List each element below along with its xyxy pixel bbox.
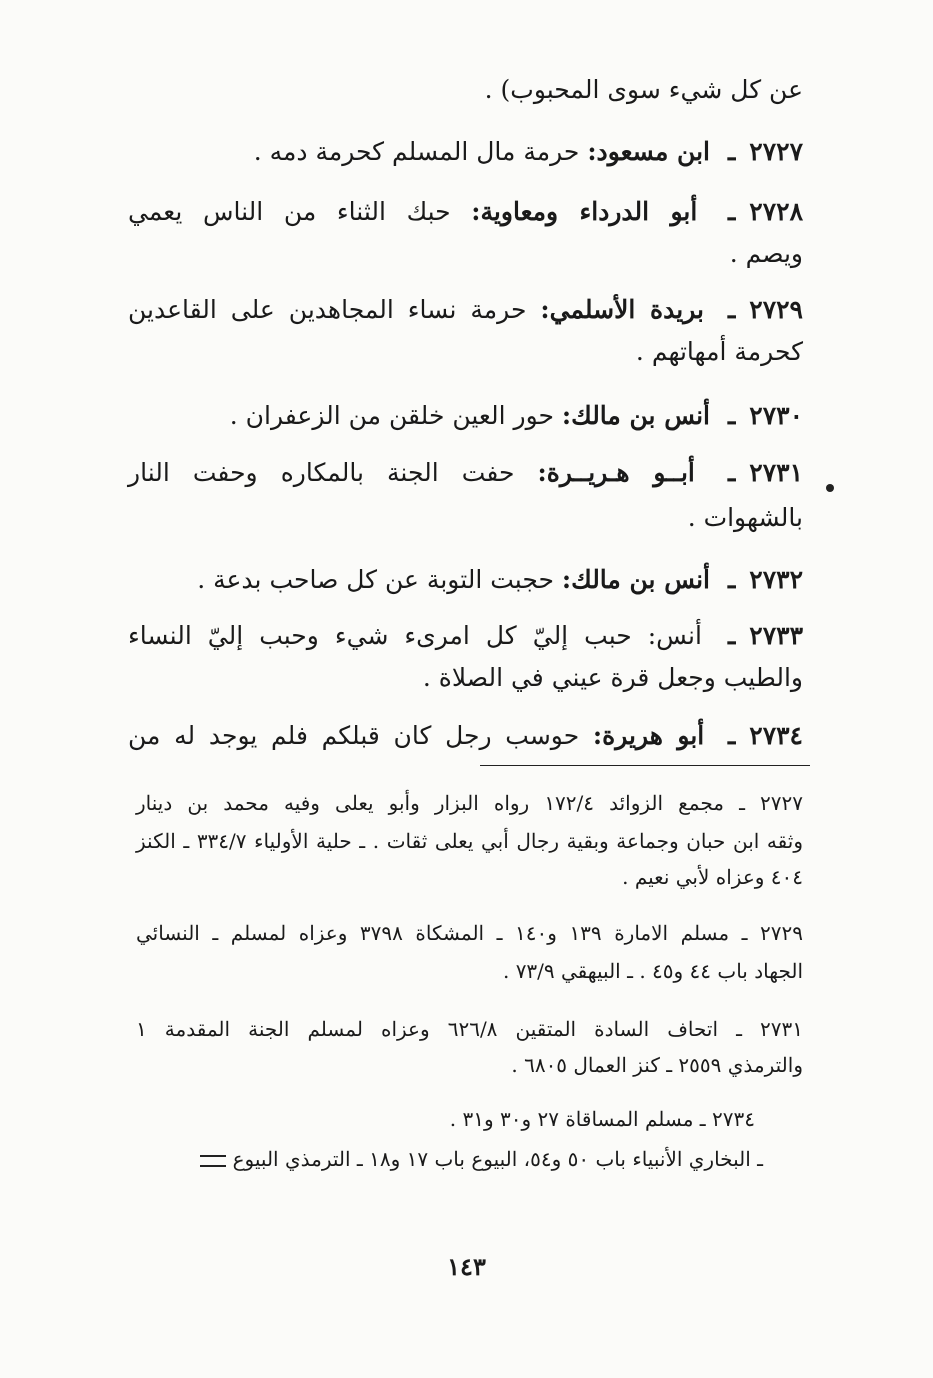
entry-number: ٢٧٣١ [749, 458, 803, 487]
footnote-2727-line2 [136, 826, 803, 856]
entry-2734: ٢٧٣٤ـ أبو هريرة: حوسب رجل كان قبلكم فلم يوجد له من [128, 721, 803, 750]
entry-text-cont: والطيب وجعل قرة عيني في الصلاة . [422, 663, 803, 692]
entry-2729: ٢٧٢٩ـ بريدة الأسلمي: حرمة نساء المجاهدين على القاعدين [128, 295, 803, 324]
footnote-text: ـ البخاري الأنبياء باب ٥٠ و٥٤، البيوع باب ١٧ و١٨ ـ الترمذي البيوع [232, 1147, 763, 1171]
entry-number: ٢٧٢٩ [749, 295, 803, 324]
entry-text: حرمة مال المسلم كحرمة دمه . [253, 137, 580, 166]
footnote-text: ٢٧٢٩ ـ مسلم الامارة ١٣٩ و١٤٠ ـ المشكاة ٣٧٩٨ وعزاه لمسلم ـ النسائي [136, 921, 803, 945]
entry-number: ٢٧٢٧ [749, 137, 803, 166]
footnote-text: والترمذي ٢٥٥٩ ـ كنز العمال ٦٨٠٥ . [511, 1053, 803, 1077]
entry-2730: ٢٧٣٠ـ أنس بن مالك: حور العين خلقن من الزعفران . [229, 401, 803, 430]
entry-text: حبب إليّ كل امرىء شيء وحبب إليّ النساء [128, 621, 632, 650]
narrator-name: أبو الدرداء ومعاوية: [471, 197, 698, 226]
footnote-text: ٢٧٣١ ـ اتحاف السادة المتقين ٦٢٦/٨ وعزاه لمسلم الجنة المقدمة ١ [136, 1017, 803, 1041]
entry-2728: ٢٧٢٨ـ أبو الدرداء ومعاوية: حبك الثناء من الناس يعمي [128, 197, 804, 226]
entry-text-cont: كحرمة أمهاتهم . [635, 337, 803, 366]
footnote-text: ٢٧٣٤ ـ مسلم المساقاة ٢٧ و٣٠ و٣١ . [449, 1107, 755, 1131]
narrator-name: أبــو هـريــرة: [537, 458, 695, 487]
intro-line [485, 72, 803, 108]
footnote-2729-line1 [136, 918, 803, 948]
footnote-2731-line2 [511, 1050, 803, 1080]
footnote-text: الجهاد باب ٤٤ و٤٥ . ـ البيهقي ٧٣/٩ . [502, 959, 803, 983]
intro-text: عن كل شيء سوى المحبوب) . [484, 75, 803, 104]
entry-number: ٢٧٣٣ [749, 621, 804, 650]
entry-number: ٢٧٢٨ [749, 197, 804, 226]
entry-text: حوسب رجل كان قبلكم فلم يوجد له من [128, 721, 580, 750]
footnote-separator [480, 765, 810, 766]
entry-text-cont: بالشهوات . [687, 503, 803, 532]
footnote-text: وثقه ابن حبان وجماعة وبقية رجال أبي يعلى ثقات . ـ حلية الأولياء ٣٣٤/٧ ـ الكنز [136, 829, 803, 853]
footnote-2727-line1 [136, 788, 803, 818]
footnote-2731-line1 [136, 1014, 803, 1044]
narrator-name: أنس بن مالك: [561, 565, 710, 594]
entry-text: حفت الجنة بالمكاره وحفت النار [128, 458, 515, 487]
entry-2733-cont [423, 660, 803, 696]
page-number: ١٤٣ [447, 1252, 486, 1281]
entry-text: حجبت التوبة عن كل صاحب بدعة . [197, 565, 554, 594]
continuation-mark [200, 1155, 226, 1167]
entry-2727: ٢٧٢٧ـ ابن مسعود: حرمة مال المسلم كحرمة دمه . [253, 137, 803, 166]
footnote-text: ٤٠٤ وعزاه لأبي نعيم . [622, 865, 803, 889]
narrator-name: ابن مسعود: [587, 137, 710, 166]
entry-2733: ٢٧٣٣ـ أنس: حبب إليّ كل امرىء شيء وحبب إليّ النساء [128, 621, 804, 650]
entry-text-cont: ويصم . [729, 239, 803, 268]
entry-text: حرمة نساء المجاهدين على القاعدين [128, 295, 527, 324]
entry-2731: ٢٧٣١ـ أبــو هـريــرة: حفت الجنة بالمكاره وحفت النار [128, 458, 803, 487]
margin-dot [826, 484, 834, 492]
narrator-name: أنس: [647, 621, 702, 650]
footnote-2729-line2 [503, 956, 803, 986]
narrator-name: أبو هريرة: [592, 721, 705, 750]
entry-2731-cont [688, 500, 803, 536]
entry-2732: ٢٧٣٢ـ أنس بن مالك: حجبت التوبة عن كل صاحب بدعة . [197, 565, 803, 594]
narrator-name: بريدة الأسلمي: [540, 295, 704, 324]
footnote-2727-line3 [622, 862, 803, 892]
entry-number: ٢٧٣٠ [749, 401, 803, 430]
narrator-name: أنس بن مالك: [561, 401, 710, 430]
entry-text: حبك الثناء من الناس يعمي [128, 197, 451, 226]
footnote-text: ٢٧٢٧ ـ مجمع الزوائد ١٧٢/٤ رواه البزار وأبو يعلى وفيه محمد بن دينار [136, 791, 803, 815]
footnote-2734-line2 [194, 1144, 763, 1174]
entry-text: حور العين خلقن من الزعفران . [229, 401, 554, 430]
entry-2728-cont [730, 236, 803, 272]
entry-2729-cont [636, 334, 803, 370]
footnote-2734-line1 [450, 1104, 755, 1134]
entry-number: ٢٧٣٤ [749, 721, 803, 750]
entry-number: ٢٧٣٢ [749, 565, 803, 594]
